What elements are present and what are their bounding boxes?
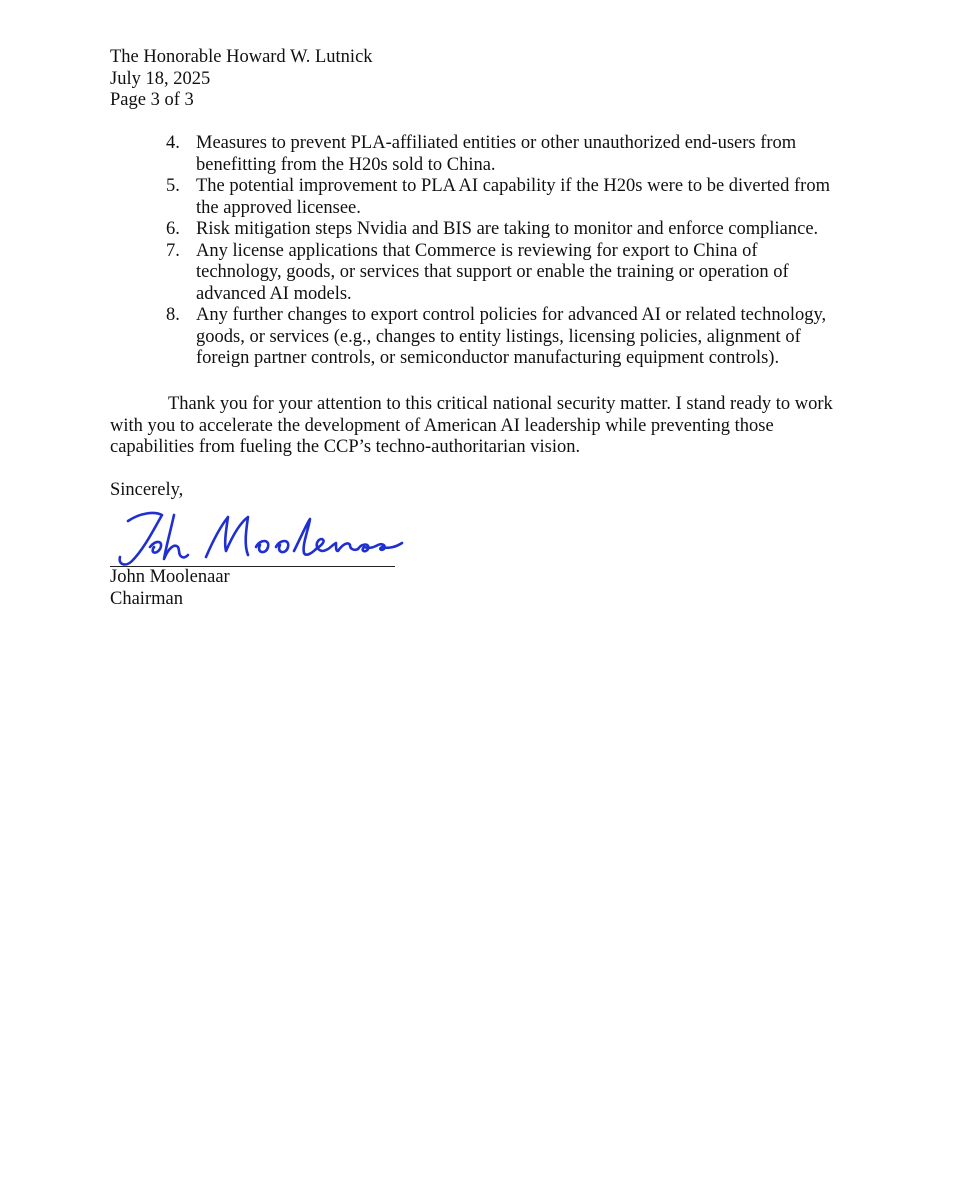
signer-title: Chairman: [110, 588, 183, 609]
signer-block: [110, 567, 230, 610]
signature-stroke: [164, 515, 188, 559]
signature-stroke: [206, 517, 248, 557]
list-item-number: 5.: [166, 176, 180, 196]
closing-text: Thank you for your attention to this critical national security matter. I stand ready to work with you to accelerate the development of American AI leadership while preventing those capabilities from fueling the CCP’s techno-authoritarian vision.: [110, 394, 833, 457]
list-item-number: 7.: [166, 240, 180, 261]
signature-stroke: [256, 541, 268, 552]
list-item-number: 8.: [166, 305, 180, 325]
signature-stroke: [294, 519, 316, 555]
list-item-text: The potential improvement to PLA AI capability if the H20s were to be diverted from the approved licensee.: [196, 176, 830, 218]
recipient-line: The Honorable Howard W. Lutnick: [110, 47, 373, 67]
numbered-list: [110, 133, 870, 370]
list-item-text: Risk mitigation steps Nvidia and BIS are taking to monitor and enforce compliance.: [196, 219, 819, 239]
list-item-number: 4.: [166, 133, 180, 153]
letter-header: [110, 47, 870, 112]
list-item-text: Any further changes to export control policies for advanced AI or related technology, goods, or services (e.g., changes to entity listings, licensing policies, alignment of foreign partner controls, or semiconductor manufacturing equipment controls).: [196, 305, 827, 368]
handwritten-signature: [110, 505, 410, 575]
list-item: [110, 219, 870, 241]
list-item-text: Any license applications that Commerce is reviewing for export to China of technology, goods, or services that support or enable the training or operation of advanced AI models.: [196, 240, 789, 304]
signature-stroke: [150, 542, 161, 553]
signer-name: John Moolenaar: [110, 567, 230, 587]
list-item: [110, 305, 870, 370]
list-item-text: Measures to prevent PLA-affiliated entities or other unauthorized end-users from benefitting from the H20s sold to China.: [196, 133, 797, 175]
signature-stroke: [316, 539, 358, 551]
list-item: [110, 133, 870, 176]
signature-stroke: [358, 543, 402, 551]
date-line: July 18, 2025: [110, 68, 211, 89]
signature-stroke: [120, 513, 162, 564]
signature-stroke: [276, 541, 288, 552]
list-item: [110, 176, 870, 219]
page-number: Page 3 of 3: [110, 90, 194, 110]
list-item-number: 6.: [166, 219, 180, 239]
closing-paragraph: [110, 394, 870, 459]
signoff: Sincerely,: [110, 480, 184, 500]
list-item: [110, 241, 870, 306]
